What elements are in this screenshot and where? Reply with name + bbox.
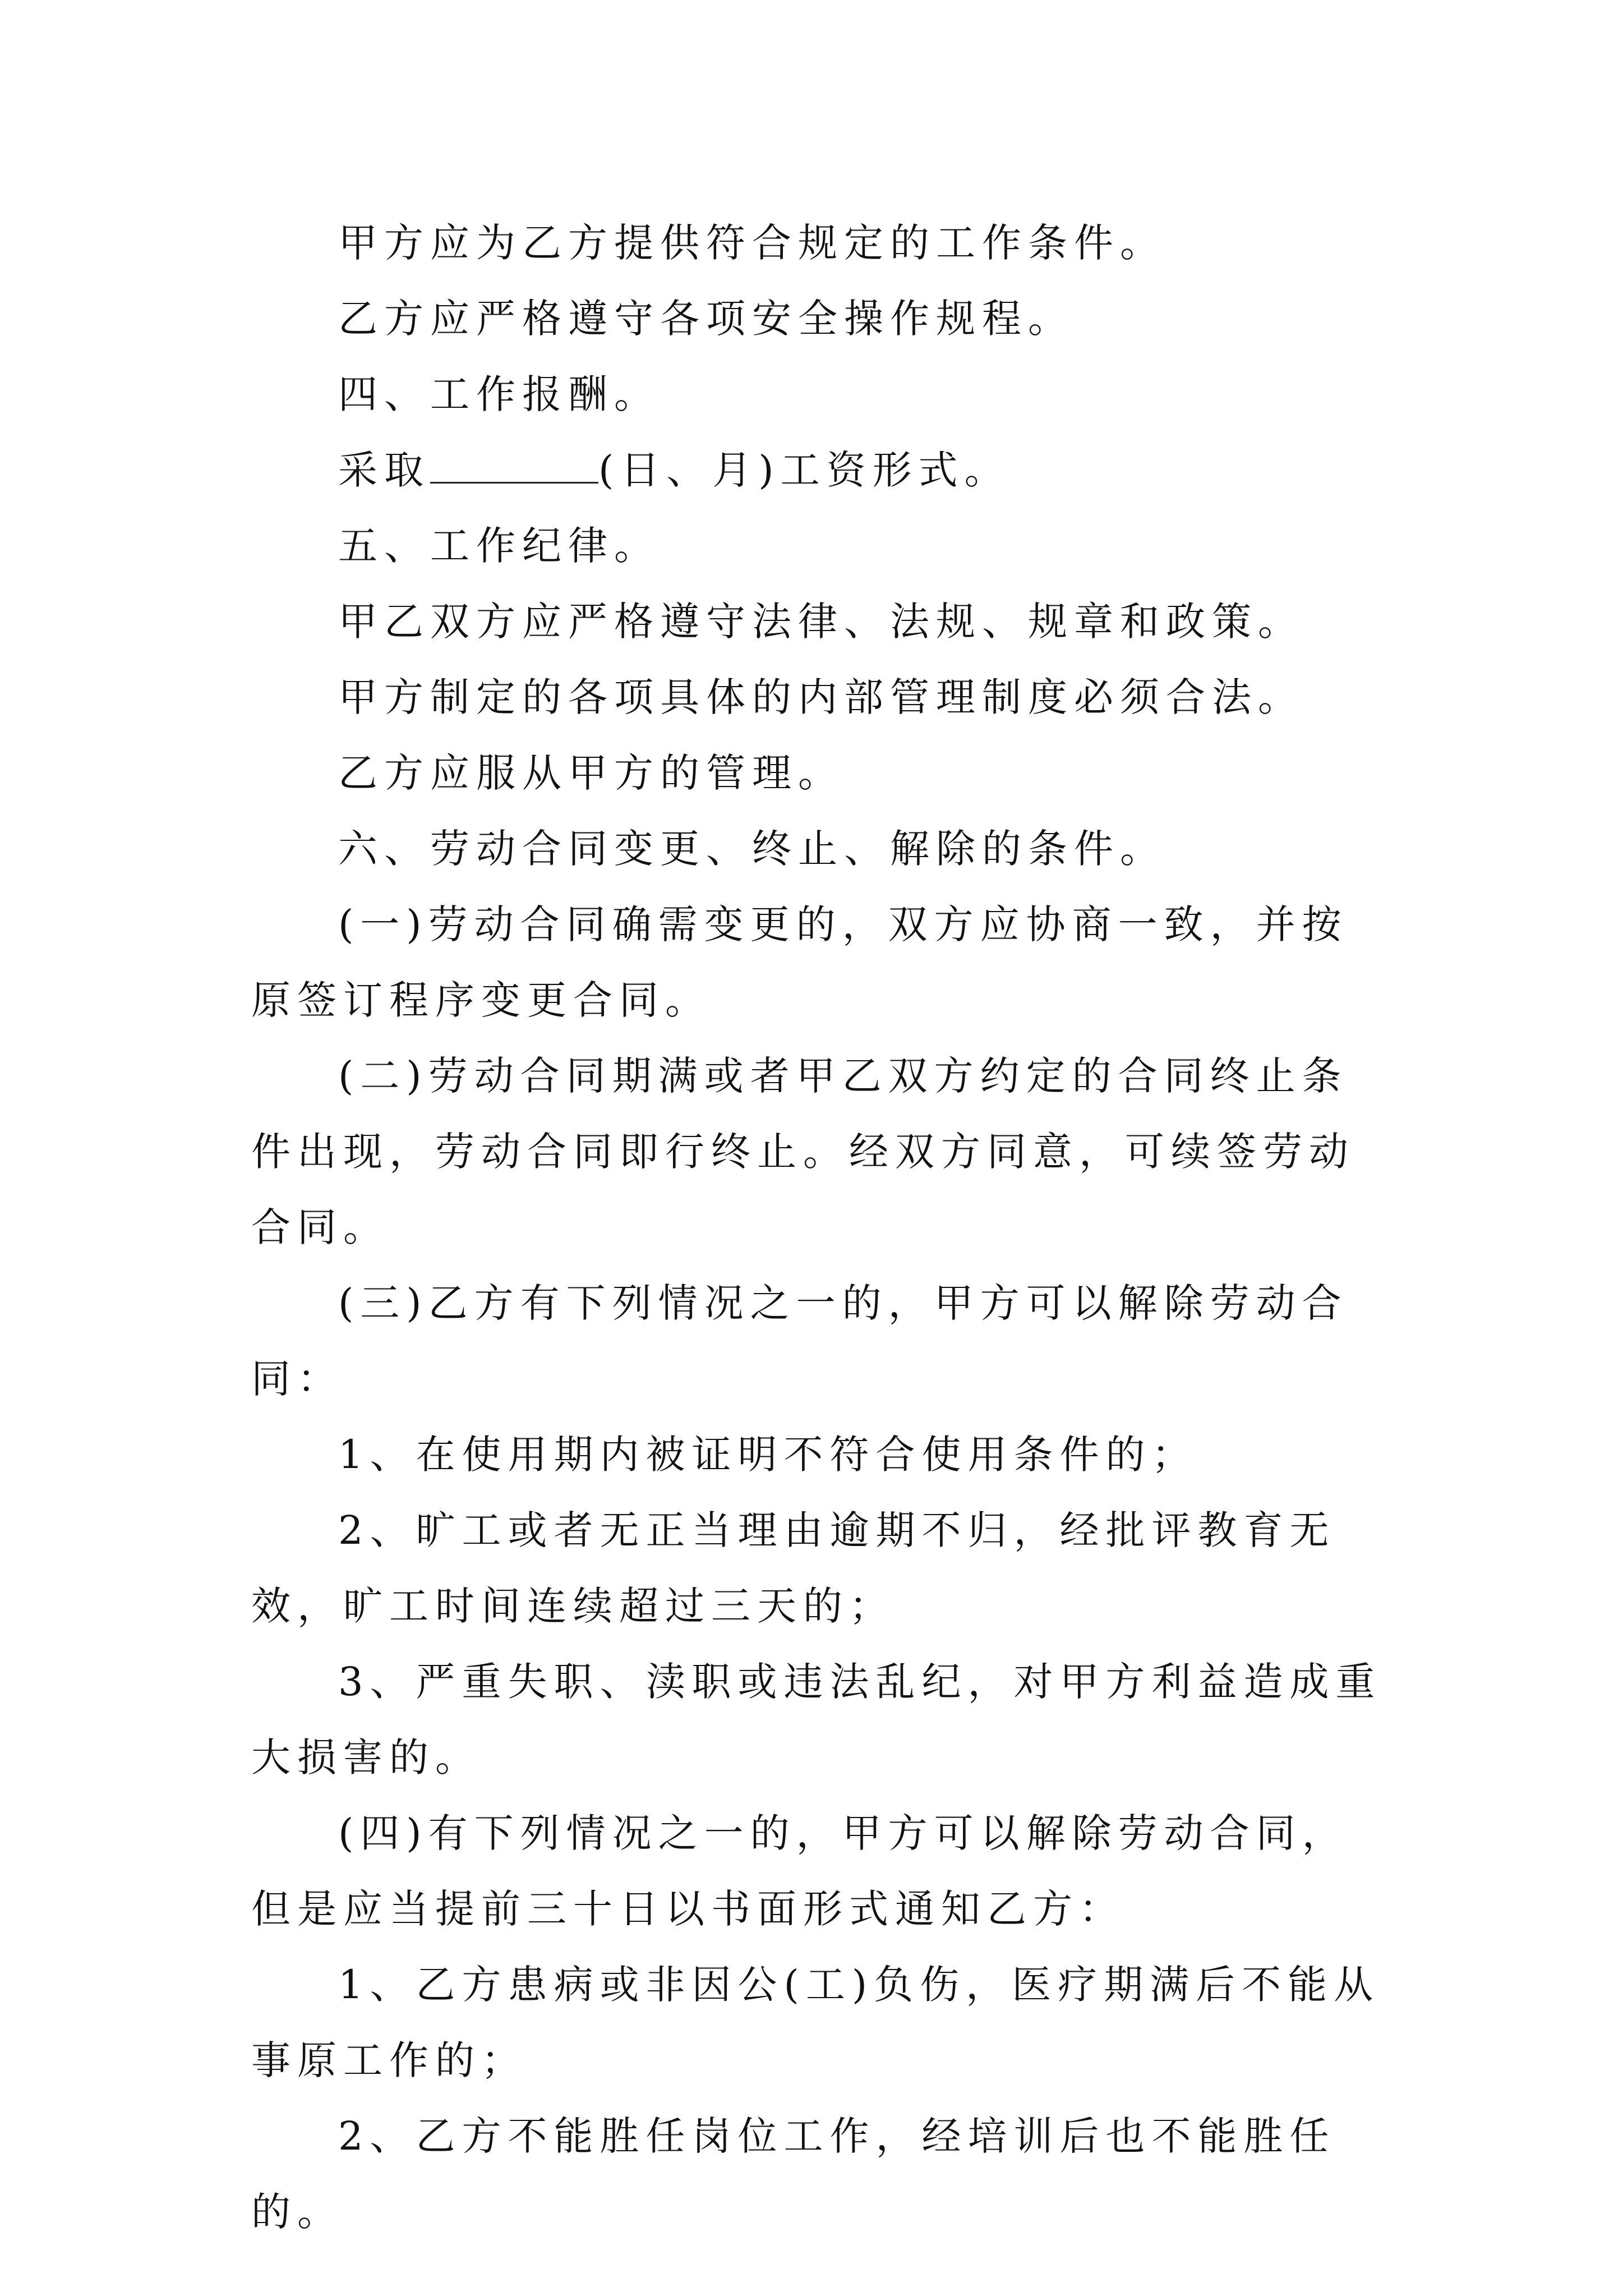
clause-3-item-3: 3、严重失职、渎职或违法乱纪，对甲方利益造成重大损害的。 [251, 1659, 1382, 1780]
clause-4-notice: (四)有下列情况之一的，甲方可以解除劳动合同，但是应当提前三十日以书面形式通知乙方： [251, 1810, 1348, 1932]
section-heading-contract-change: 六、劳动合同变更、终止、解除的条件。 [338, 826, 1166, 872]
paragraph-working-conditions: 甲方应为乙方提供符合规定的工作条件。 [338, 220, 1166, 266]
paragraph-internal-rules: 甲方制定的各项具体的内部管理制度必须合法。 [338, 674, 1304, 720]
paragraph-obey-management: 乙方应服从甲方的管理。 [338, 750, 844, 796]
clause-4-item-2: 2、乙方不能胜任岗位工作，经培训后也不能胜任的。 [251, 2113, 1336, 2235]
section-heading-discipline: 五、工作纪律。 [338, 523, 660, 569]
paragraph-obey-laws: 甲乙双方应严格遵守法律、法规、规章和政策。 [338, 599, 1304, 645]
wage-prefix: 采取 [338, 447, 430, 493]
paragraph-safety-rules: 乙方应严格遵守各项安全操作规程。 [338, 296, 1074, 342]
wage-suffix: (日、月)工资形式。 [598, 447, 1011, 493]
document-body [251, 205, 1390, 2250]
section-heading-remuneration: 四、工作报酬。 [338, 371, 660, 417]
clause-3-item-2: 2、旷工或者无正当理由逾期不归，经批评教育无效，旷工时间连续超过三天的； [251, 1507, 1336, 1629]
clause-4-item-1: 1、乙方患病或非因公(工)负伤，医疗期满后不能从事原工作的； [251, 1962, 1380, 2083]
wage-form-blank[interactable] [430, 447, 598, 484]
clause-3-item-1: 1、在使用期内被证明不符合使用条件的； [338, 1432, 1198, 1478]
clause-3-dismissal: (三)乙方有下列情况之一的，甲方可以解除劳动合同： [251, 1280, 1348, 1402]
clause-1-change: (一)劳动合同确需变更的，双方应协商一致，并按原签订程序变更合同。 [251, 901, 1348, 1023]
paragraph-wage-form [251, 432, 1390, 508]
clause-2-termination: (二)劳动合同期满或者甲乙双方约定的合同终止条件出现，劳动合同即行终止。经双方同意，可续签劳动合同。 [251, 1053, 1355, 1250]
